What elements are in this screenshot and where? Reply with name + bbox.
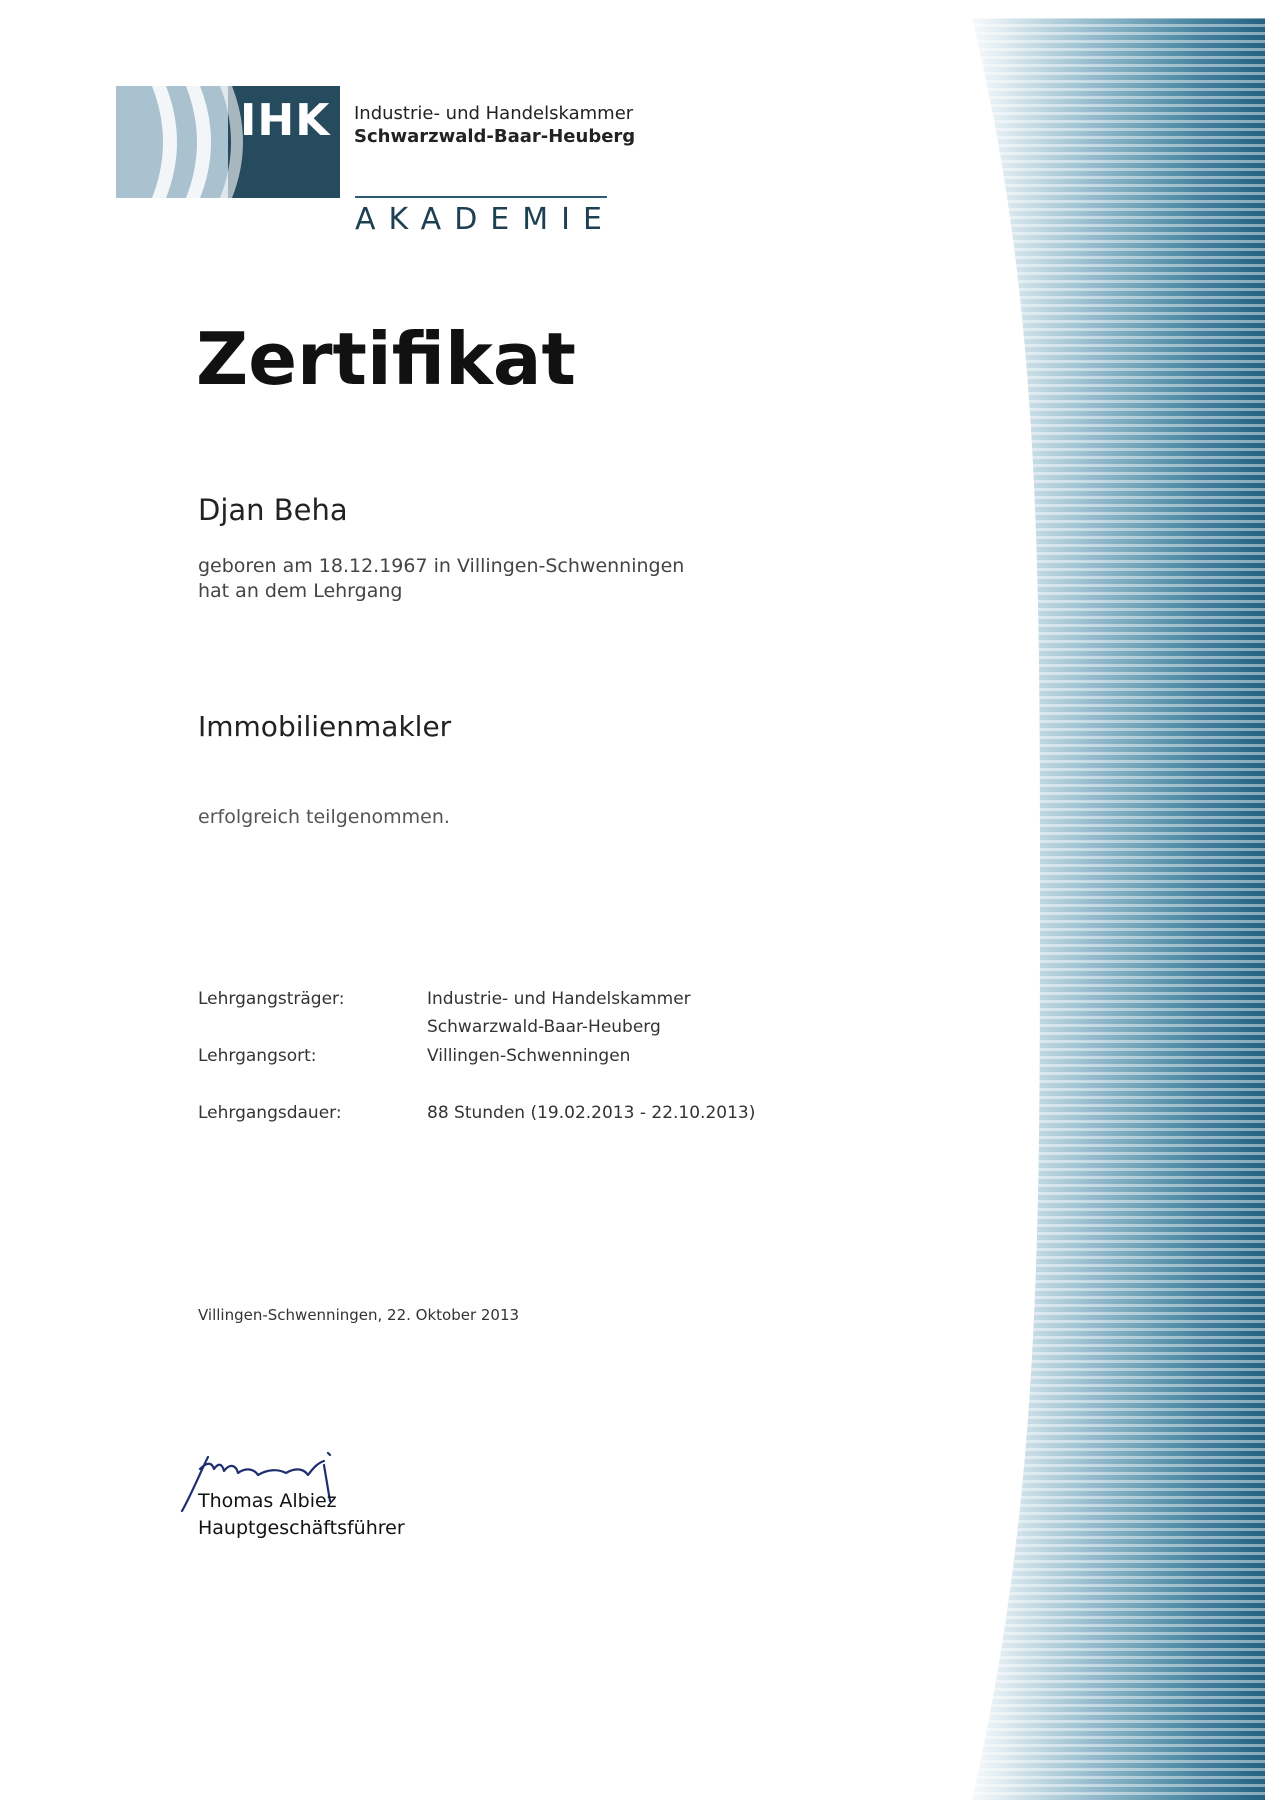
detail-value: Villingen-Schwenningen [427, 1046, 631, 1066]
place-and-date: Villingen-Schwenningen, 22. Oktober 2013 [198, 1306, 520, 1324]
logo-wordmark: IHK [240, 95, 331, 146]
organization-region: Schwarzwald-Baar-Heuberg [354, 126, 636, 147]
detail-label: Lehrgangsdauer: [198, 1103, 342, 1123]
detail-value-line: Industrie- und Handelskammer [427, 989, 691, 1009]
completion-statement: erfolgreich teilgenommen. [198, 806, 450, 828]
certificate-title: Zertifikat [196, 317, 576, 401]
birth-line: geboren am 18.12.1967 in Villingen-Schwenningen [198, 555, 685, 577]
signer-block [198, 1488, 405, 1542]
detail-label: Lehrgangsort: [198, 1046, 317, 1066]
course-intro-line: hat an dem Lehrgang [198, 580, 403, 602]
signer-role: Hauptgeschäftsführer [198, 1517, 405, 1539]
logo-divider [355, 196, 607, 198]
detail-label: Lehrgangsträger: [198, 989, 345, 1009]
course-title: Immobilienmakler [198, 710, 452, 743]
organization-name: Industrie- und Handelskammer [354, 103, 634, 124]
detail-value [427, 985, 691, 1041]
academy-label: AKADEMIE [355, 202, 615, 237]
recipient-name: Djan Beha [198, 493, 348, 527]
recipient-intro [198, 554, 684, 604]
detail-value: 88 Stunden (19.02.2013 - 22.10.2013) [427, 1103, 756, 1123]
signer-name: Thomas Albiez [198, 1490, 337, 1512]
detail-value-line: Schwarzwald-Baar-Heuberg [427, 1017, 661, 1037]
